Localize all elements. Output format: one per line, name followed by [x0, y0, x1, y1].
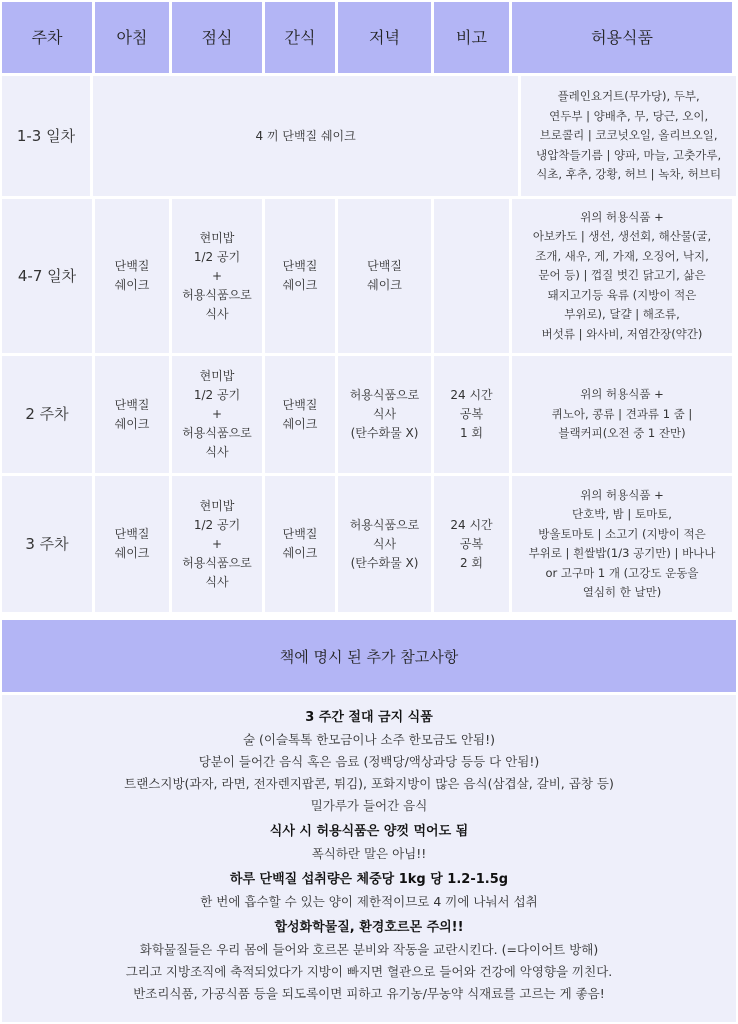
- forbidden-title: 3 주간 절대 금지 식품: [305, 710, 433, 725]
- breakfast-cell: 단백질 쉐이크: [95, 199, 169, 353]
- lunch-cell: 현미밥 1/2 공기 + 허용식품으로 식사: [172, 199, 262, 353]
- header-week: 주차: [2, 2, 92, 73]
- header-snack: 간식: [265, 2, 335, 73]
- table-row: [2, 199, 736, 353]
- header-allowed-foods: 허용식품: [512, 2, 732, 73]
- allowed-title: 식사 시 허용식품은 양껏 먹어도 됨: [269, 824, 469, 839]
- table-row: [2, 476, 736, 612]
- note-line: 술 (이슬톡톡 한모금이나 소주 한모금도 안됨!): [243, 732, 495, 747]
- note-cell: 24 시간 공복 2 회: [434, 476, 509, 612]
- note-line: 화학물질들은 우리 몸에 들어와 호르몬 분비와 작동을 교란시킨다. (=다이어트 방해): [139, 942, 599, 957]
- week-cell: 3 주차: [2, 476, 92, 612]
- note-line: 한 번에 흡수할 수 있는 양이 제한적이므로 4 끼에 나눠서 섭취: [200, 894, 538, 909]
- header-dinner: 저녁: [338, 2, 431, 73]
- table-row: [2, 356, 736, 473]
- notes-section: [2, 695, 736, 1022]
- table-header-row: [2, 2, 736, 73]
- note-cell: 24 시간 공복 1 회: [434, 356, 509, 473]
- allowed-foods-cell: 위의 허용식품 + 단호박, 밤 | 토마토, 방울토마토 | 소고기 (지방이 적은 부위로 | 흰쌀밥(1/3 공기만) | 바나나 or 고구마 1 개 (고강도 운동을 열심히 한 날만): [512, 476, 732, 612]
- note-line: 트랜스지방(과자, 라면, 전자렌지팝콘, 튀김), 포화지방이 많은 음식(삼겹살, 갈비, 곱창 등): [124, 776, 614, 791]
- header-lunch: 점심: [172, 2, 262, 73]
- notes-title: 책에 명시 된 추가 참고사항: [2, 620, 736, 692]
- breakfast-cell: 단백질 쉐이크: [95, 476, 169, 612]
- lunch-cell: 현미밥 1/2 공기 + 허용식품으로 식사: [172, 476, 262, 612]
- merged-meal-cell: 4 끼 단백질 쉐이크: [93, 76, 518, 196]
- allowed-foods-cell: 플레인요거트(무가당), 두부, 연두부 | 양배추, 무, 당근, 오이, 브로콜리 | 코코넛오일, 올리브오일, 냉압착들기름 | 양파, 마늘, 고춧가루, 식초, 후추, 강황, 허브 | 녹차, 허브티: [521, 76, 736, 196]
- snack-cell: 단백질 쉐이크: [265, 476, 335, 612]
- dinner-cell: 단백질 쉐이크: [338, 199, 431, 353]
- note-line: 당분이 들어간 음식 혹은 음료 (정백당/액상과당 등등 다 안됨!): [198, 754, 540, 769]
- note-line: 그리고 지방조직에 축적되었다가 지방이 빠지면 혈관으로 들어와 건강에 악영향을 끼친다.: [125, 964, 613, 979]
- diet-table: [2, 2, 736, 615]
- allowed-foods-cell: 위의 허용식품 + 아보카도 | 생선, 생선회, 해산물(굴, 조개, 새우, 게, 가재, 오징어, 낙지, 문어 등) | 껍질 벗긴 닭고기, 삶은 돼지고기등 육류 (지방이 적은 부위로), 달걀 | 해조류, 버섯류 | 와사비, 저염간장(약간): [512, 199, 732, 353]
- chemical-title: 합성화학물질, 환경호르몬 주의!!: [274, 920, 464, 935]
- table-row: [2, 76, 736, 196]
- header-breakfast: 아침: [95, 2, 169, 73]
- week-cell: 4-7 일차: [2, 199, 92, 353]
- note-line: 밀가루가 들어간 음식: [310, 798, 428, 813]
- snack-cell: 단백질 쉐이크: [265, 199, 335, 353]
- note-line: 반조리식품, 가공식품 등을 되도록이면 피하고 유기농/무농약 식재료를 고르는 게 좋음!: [133, 986, 605, 1001]
- note-line: 폭식하란 말은 아님!!: [311, 846, 427, 861]
- protein-title: 하루 단백질 섭취량은 체중당 1kg 당 1.2-1.5g: [229, 872, 509, 887]
- breakfast-cell: 단백질 쉐이크: [95, 356, 169, 473]
- header-note: 비고: [434, 2, 509, 73]
- dinner-cell: 허용식품으로 식사 (탄수화물 X): [338, 476, 431, 612]
- allowed-foods-cell: 위의 허용식품 + 퀴노아, 콩류 | 견과류 1 줌 | 블랙커피(오전 중 1 잔만): [512, 356, 732, 473]
- note-cell: [434, 199, 509, 353]
- snack-cell: 단백질 쉐이크: [265, 356, 335, 473]
- week-cell: 1-3 일차: [2, 76, 90, 196]
- week-cell: 2 주차: [2, 356, 92, 473]
- lunch-cell: 현미밥 1/2 공기 + 허용식품으로 식사: [172, 356, 262, 473]
- dinner-cell: 허용식품으로 식사 (탄수화물 X): [338, 356, 431, 473]
